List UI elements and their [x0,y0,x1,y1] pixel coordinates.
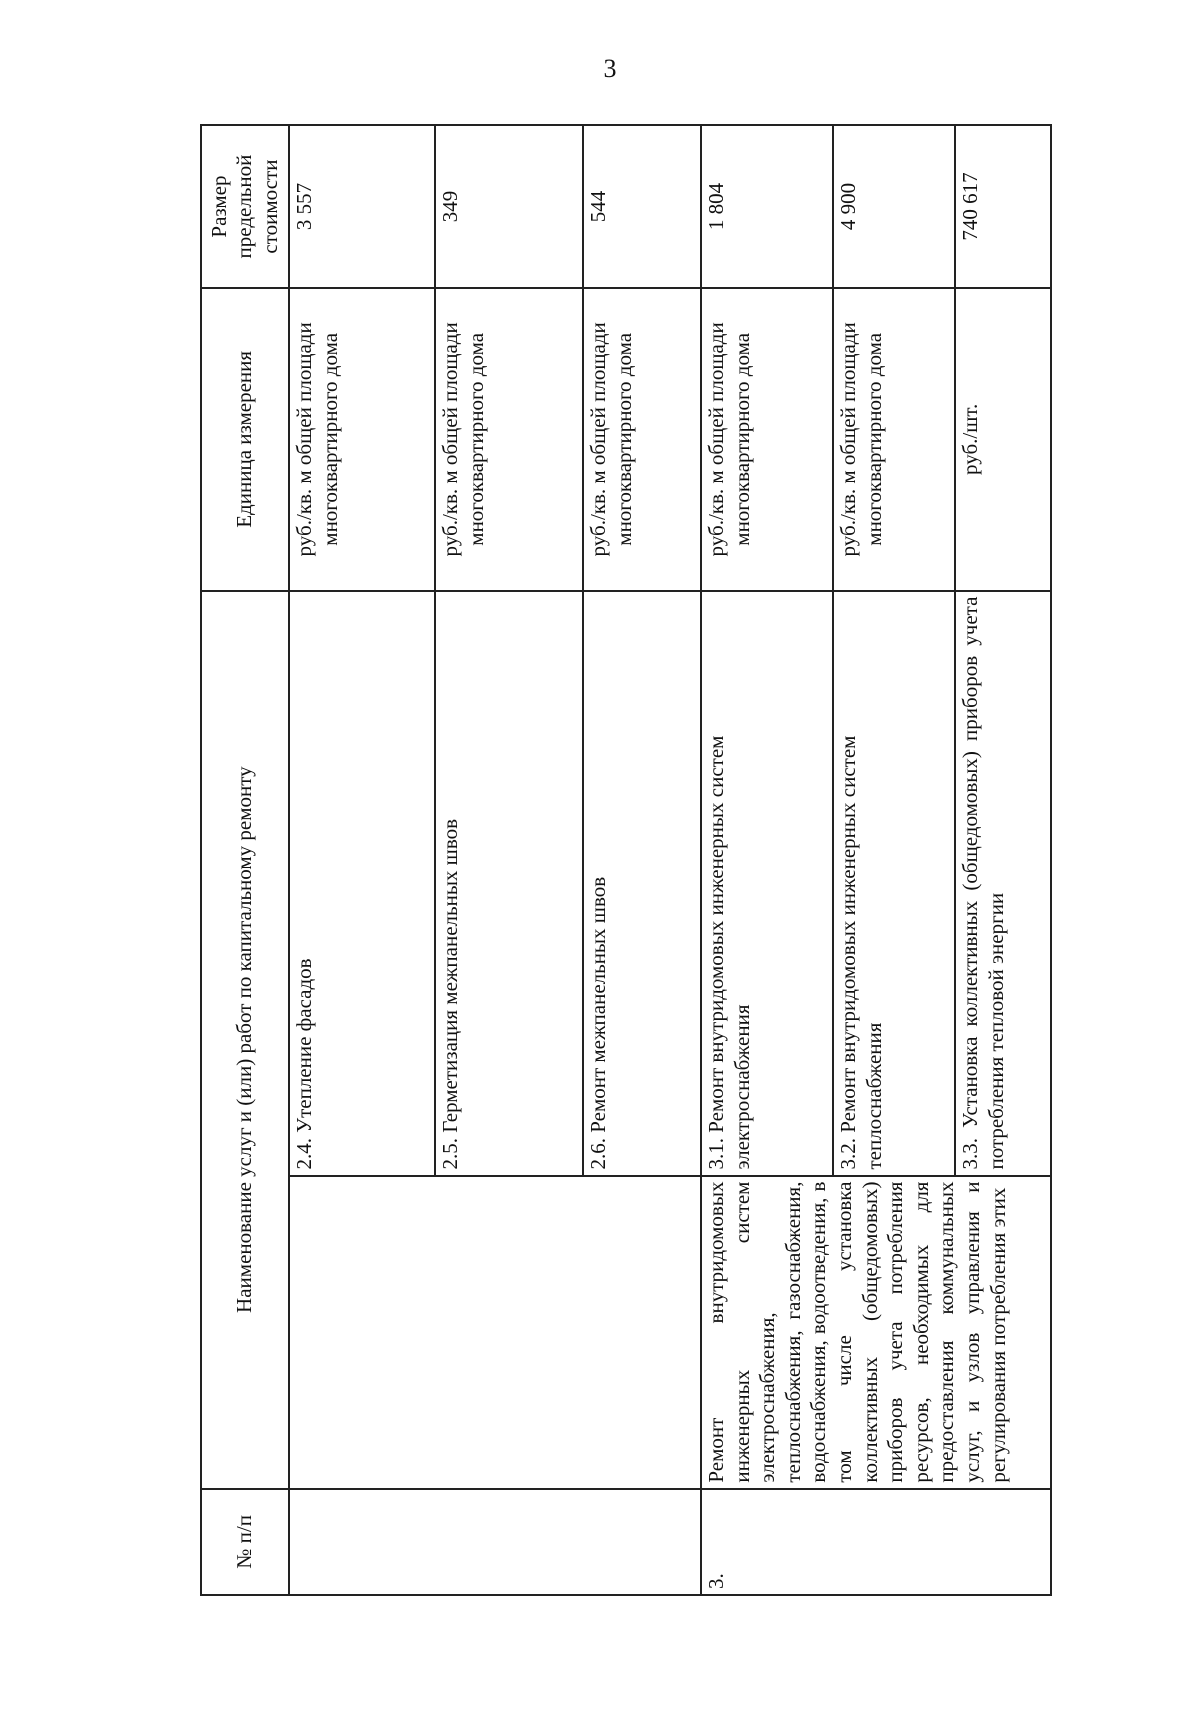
row-group [289,1176,701,1489]
rotated-table-wrapper [200,124,1200,1596]
table-row [289,125,435,1595]
row-unit: руб./кв. м общей площади многоквартирного дома [701,288,833,591]
row-num: 3. [701,1489,1051,1595]
row-cost: 349 [435,125,583,288]
row-group: Ремонт внутридомовых инженерных систем электроснабжения, теплоснабжения, газоснабжения, водоснабжения, водоотведения, в том числе установка коллективных (общедомовых) приборов учета потребления ресурсов, необходимых для предоставления коммунальных услуг, и узлов управления и регулирования потребления этих [701,1176,1051,1489]
row-unit: руб./кв. м общей площади многоквартирного дома [289,288,435,591]
row-cost: 4 900 [833,125,955,288]
header-name: Наименование услуг и (или) работ по капитальному ремонту [201,591,289,1489]
row-cost: 3 557 [289,125,435,288]
row-unit: руб./шт. [955,288,1051,591]
page-number: 3 [603,54,617,83]
table-row [701,125,833,1595]
row-unit: руб./кв. м общей площади многоквартирного дома [583,288,701,591]
row-work: 2.5. Герметизация межпанельных швов [435,591,583,1176]
row-work: 2.4. Утепление фасадов [289,591,435,1176]
row-work: 3.2. Ремонт внутридомовых инженерных систем теплоснабжения [833,591,955,1176]
row-work: 2.6. Ремонт межпанельных швов [583,591,701,1176]
row-cost: 544 [583,125,701,288]
row-work: 3.3. Установка коллективных (общедомовых) приборов учета потребления тепловой энергии [955,591,1051,1176]
header-unit: Единица измерения [201,288,289,591]
row-unit: руб./кв. м общей площади многоквартирного дома [435,288,583,591]
row-work: 3.1. Ремонт внутридомовых инженерных систем электроснабжения [701,591,833,1176]
row-num [289,1489,701,1595]
cost-table [200,124,1052,1596]
row-cost: 1 804 [701,125,833,288]
row-unit: руб./кв. м общей площади многоквартирного дома [833,288,955,591]
header-num: № п/п [201,1489,289,1595]
table-header-row [201,125,289,1595]
header-cost: Размер предельной стоимости [201,125,289,288]
row-cost: 740 617 [955,125,1051,288]
